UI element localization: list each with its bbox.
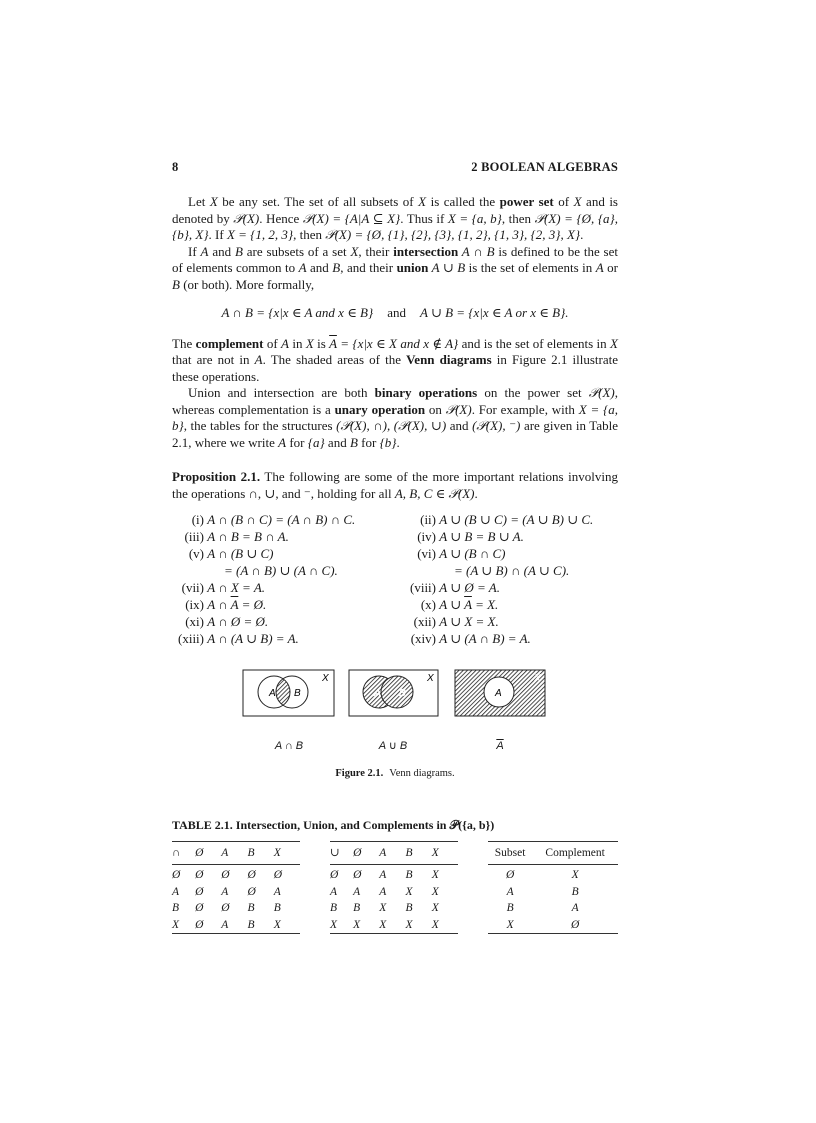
table-cell: B [273,902,281,914]
table-row [488,917,618,934]
intersection-table [172,841,300,934]
table-cell: Ø [247,885,256,898]
venn-union [349,670,438,716]
table-cell: A [379,885,387,898]
display-equation: A ∩ B = {x|x ∈ A and x ∈ B} and A ∪ B = {x|x ∈ A or x ∈ B}. [221,305,569,320]
paragraph-complement: The complement of A in X is $\overline{A} = \{x|x$ ∈ X and x ∉ A} and is the set of elements in X that are not in A. The shaded areas of the Venn diagrams in Figure 2.1 illustrate these operations. [172,335,618,384]
column-header: A [379,842,405,865]
table-cell: X [405,885,413,898]
term-binary-operations: binary operations [374,385,478,400]
table-cell: Ø [195,869,204,881]
table-cell: Ø [353,869,362,881]
table-cell: B [248,917,274,934]
proposition-statement: Proposition 2.1. The following are some of the more important relations involving the operations ∩, ∪, and ⁻, holding for all A, B, C ∈ 𝒫(X). [172,469,618,501]
figure-caption: Figure 2.1. Venn diagrams. [335,768,455,779]
relation-x: (x) A ∪ $\overline{A} = X$. [420,597,499,612]
column-header: B [406,842,432,865]
table-cell: A [330,885,338,898]
table-cell: A [221,917,247,934]
label-a: A [495,688,502,699]
table-header-row [488,842,618,865]
column-header: Subset [488,842,532,865]
table-cell: Ø [273,869,283,881]
term-complement: complement [195,335,264,351]
column-header: B [248,842,274,865]
label-a: A [374,688,381,699]
table-cell: B [405,902,413,914]
table-cell: X [431,902,439,914]
venn-diagrams-svg [172,664,618,734]
table-cell: X [353,917,379,934]
page-number: 8 [172,160,179,174]
relation-xi: (xi) A ∩ Ø = Ø. [185,614,269,629]
table-cell: Ø [221,902,230,914]
table-cell: X [571,869,579,881]
relation-ii: (ii) A ∪ (B ∪ C) = (A ∪ B) ∪ C. [420,512,594,527]
table-cell: X [431,885,439,898]
label-b: B [399,688,406,699]
table-row [172,917,300,934]
term-union: union [396,260,429,275]
table-cell: X [330,917,353,934]
label-union: A ∪ B [378,740,408,752]
relation-xiii: (xiii) A ∩ (A ∪ B) = A. [178,631,299,646]
term-intersection: intersection [393,243,459,259]
table-cell: A [172,885,180,898]
table-cell: A [221,885,229,898]
table-cell: X [406,917,432,934]
table-cell: A [506,885,514,898]
table-row [330,900,458,917]
relation-v-cont: = (A ∩ B) ∪ (A ∩ C). [224,563,338,578]
table-cell: Ø [505,869,515,881]
relation-vi-cont: = (A ∪ B) ∩ (A ∪ C). [454,563,570,578]
table-cell: B [353,902,361,914]
column-header: ∪ [330,842,353,865]
column-header: Complement [532,842,618,865]
relation-iv: (iv) A ∪ B = B ∪ A. [417,529,524,544]
relation-xiv: (xiv) A ∪ (A ∩ B) = A. [410,631,531,646]
table-cell: Ø [172,869,181,881]
circle-b [381,676,413,708]
table-cell: B [247,902,255,914]
column-header: X [432,842,458,865]
table-cell: B [571,885,579,898]
table-cell: B [506,902,514,914]
table-cell: A [273,885,281,898]
table-cell: Ø [532,917,618,934]
table-row [488,865,618,884]
relation-vi: (vi) A ∪ (B ∩ C) [417,546,506,561]
table-title: TABLE 2.1. Intersection, Union, and Complements in 𝒫({a, b}) [172,817,495,832]
relation-v: (v) A ∩ (B ∪ C) [188,546,274,561]
table-row [172,900,300,917]
venn-figure [172,664,618,752]
label-intersection: A ∩ B [274,740,304,752]
label-x: X [427,673,434,684]
paragraph-intersection-union: If A and B are subsets of a set X, their intersection A ∩ B is defined to be the set of elements common to A and B, and their union A ∪ B is the set of elements in A or B (or both). More formally, [172,243,618,292]
venn-complement [455,670,545,716]
table-cell: B [405,869,413,881]
relations-list [172,512,618,644]
table-cell: A [379,869,387,881]
table-row [330,917,458,934]
relation-viii: (viii) A ∪ Ø = A. [410,580,500,595]
table-cell: X [379,902,387,914]
relation-vii: (vii) A ∩ X = A. [181,580,266,595]
proposition-label: Proposition 2.1. [172,469,261,484]
table-row [172,865,300,884]
table-row [488,900,618,917]
venn-intersection [243,670,334,716]
table-cell: X [432,917,458,934]
table-cell: A [571,902,579,914]
table-row [330,884,458,901]
term-venn-diagrams: Venn diagrams [406,352,492,367]
table-header-row [330,842,458,865]
table-cell: Ø [195,902,204,914]
label-a: A [269,688,276,699]
label-complement: $\overline{A}$ [496,740,504,752]
label-b: B [294,688,301,699]
table-cell: Ø [247,869,256,881]
union-table [330,841,458,934]
column-header: A [221,842,247,865]
chapter-title: 2 BOOLEAN ALGEBRAS [471,160,618,174]
table-cell: Ø [195,917,221,934]
label-x: X [322,673,329,684]
table-cell: X [379,917,405,934]
complement-table [488,841,618,934]
page-body [172,194,618,951]
table-cell: X [431,869,439,881]
table-cell: B [172,902,180,914]
column-header: X [274,842,300,865]
table-cell: X [488,917,532,934]
column-header: Ø [353,842,379,865]
running-header [172,160,618,180]
table-cell: Ø [221,869,230,881]
table-row [330,865,458,884]
term-power-set: power set [499,194,554,209]
term-unary-operation: unary operation [334,401,426,417]
table-cell: X [172,917,195,934]
table-cell: B [330,902,338,914]
relation-xii: (xii) A ∪ X = X. [413,614,499,629]
table-2-1 [172,841,618,951]
column-header: ∩ [172,842,195,865]
relation-i: (i) A ∩ (B ∩ C) = (A ∩ B) ∩ C. [191,512,356,527]
paragraph-power-set: Let X be any set. The set of all subsets of X is called the power set of X and is denoted by 𝒫(X). Hence 𝒫(X) = {A|A ⊆ X}. Thus if X = {a, b}, then 𝒫(X) = {Ø, {a}, {b}, X}. If X = {1, 2, 3}, then 𝒫(X) = {Ø, {1}, {2}, {3}, {1, 2}, {1, 3}, {2, 3}, X}. [172,194,619,242]
table-row [488,884,618,901]
table-header-row [172,842,300,865]
relation-ix: (ix) A ∩ $\overline{A}$ = Ø. [185,597,267,612]
table-cell: Ø [330,869,339,881]
label-x: X [534,673,541,684]
table-cell: Ø [195,885,204,898]
relation-iii: (iii) A ∩ B = B ∩ A. [184,529,289,544]
paragraph-operations: Union and intersection are both binary operations on the power set 𝒫(X), whereas complementation is a unary operation on 𝒫(X). For example, with X = {a, b}, the tables for the structures (𝒫(X), ∩), (𝒫(X), ∪) and (𝒫(X), ⁻) are given in Table 2.1, where we write A for {a} and B for {b}. [172,385,619,450]
table-cell: A [353,885,361,898]
table-row [172,884,300,901]
column-header: Ø [195,842,221,865]
table-cell: X [274,917,300,934]
